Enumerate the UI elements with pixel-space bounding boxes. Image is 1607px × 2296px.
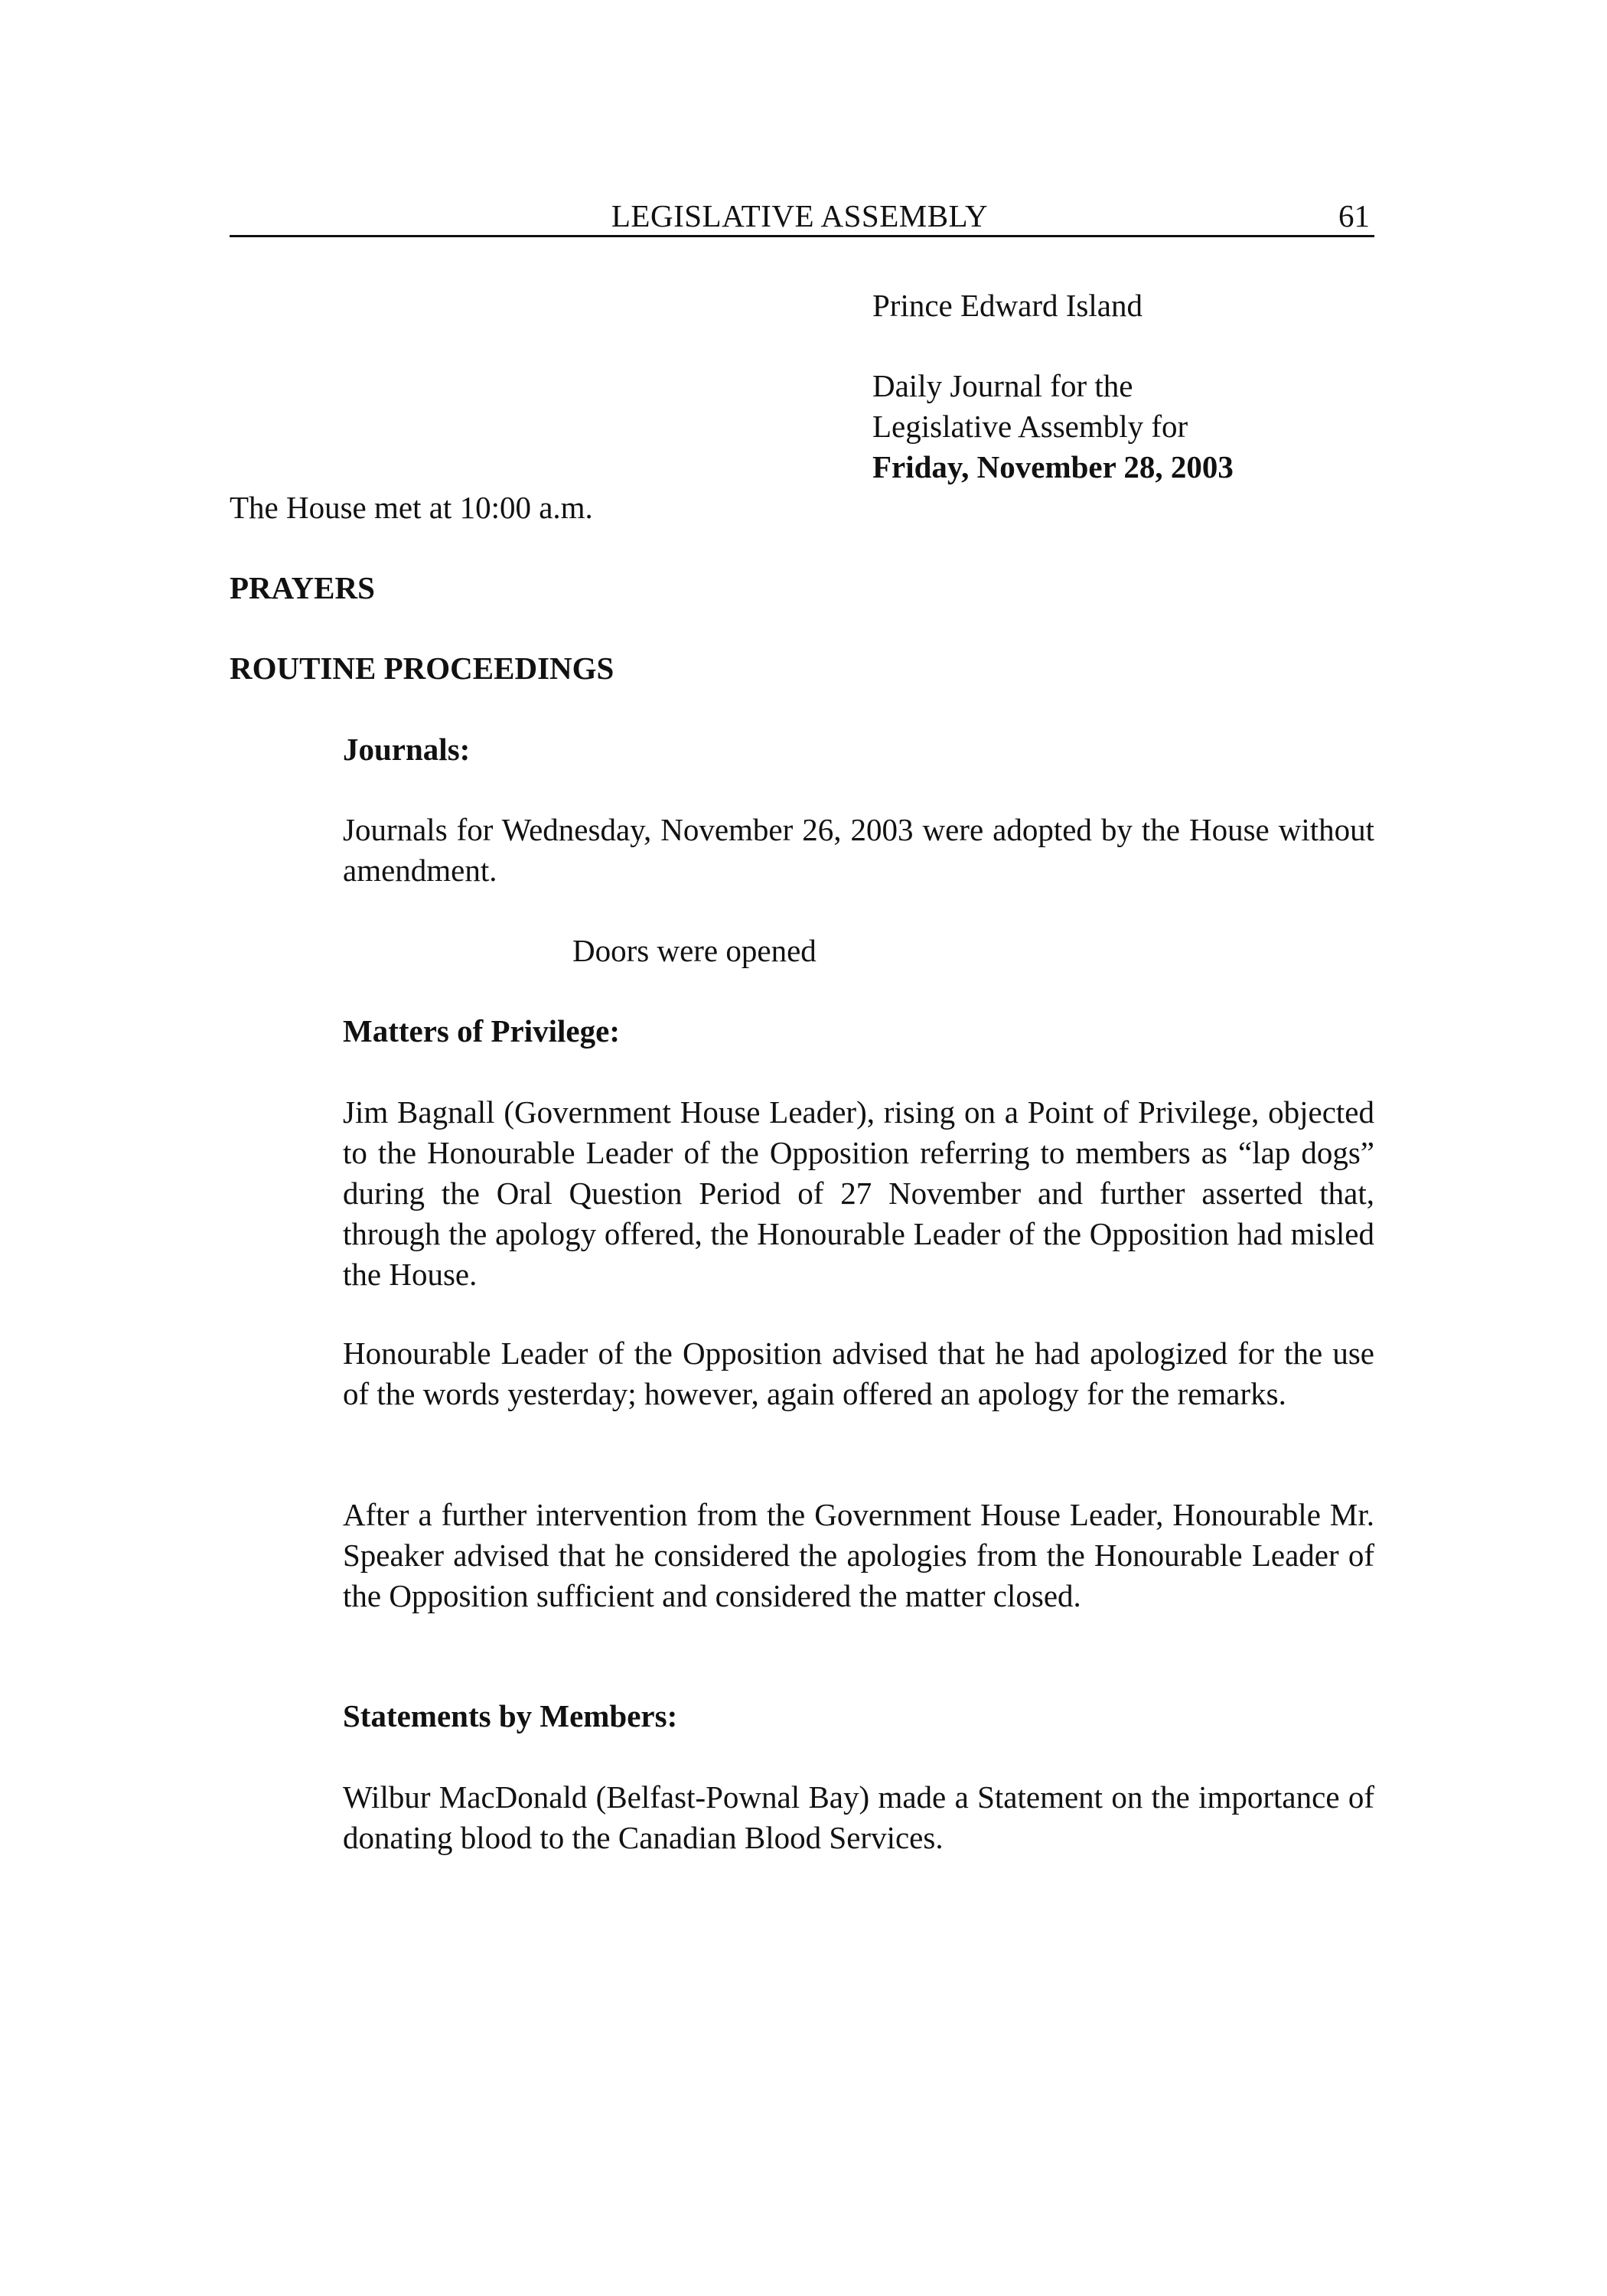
subheading-journals: Journals: (343, 732, 471, 767)
journals-paragraph: Journals for Wednesday, November 26, 2003 were adopted by the House without amendment. (343, 812, 1374, 888)
subheading-matters-of-privilege: Matters of Privilege: (343, 1013, 620, 1049)
doors-opened-note: Doors were opened (572, 933, 817, 968)
subheading-statements-by-members: Statements by Members: (343, 1698, 678, 1733)
opening-statement: The House met at 10:00 a.m. (230, 490, 593, 525)
header-rule (230, 235, 1374, 237)
section-heading-prayers: PRAYERS (230, 570, 375, 605)
privilege-paragraph-3: After a further intervention from the Government House Leader, Honourable Mr. Speaker advised that he considered the apologies from the Honourable Leader of the Opposition sufficient and considered the matter closed. (343, 1497, 1374, 1613)
statements-paragraph: Wilbur MacDonald (Belfast-Pownal Bay) made a Statement on the importance of donating blood to the Canadian Blood Services. (343, 1779, 1374, 1855)
province-name: Prince Edward Island (872, 288, 1143, 323)
page-number: 61 (1338, 198, 1370, 233)
privilege-paragraph-1: Jim Bagnall (Government House Leader), rising on a Point of Privilege, objected to the Honourable Leader of the Opposition referring to members as “lap dogs” during the Oral Question Period of 27 November and further asserted that, through the apology offered, the Honourable Leader of the Opposition had misled the House. (343, 1094, 1374, 1292)
privilege-paragraph-2: Honourable Leader of the Opposition advised that he had apologized for the use of the words yesterday; however, again offered an apology for the remarks. (343, 1336, 1374, 1411)
journal-date: Friday, November 28, 2003 (872, 449, 1234, 484)
journal-title-line1: Daily Journal for the (872, 368, 1133, 403)
running-header-title: LEGISLATIVE ASSEMBLY (611, 198, 989, 233)
section-heading-routine-proceedings: ROUTINE PROCEEDINGS (230, 651, 614, 686)
journal-title-line2: Legislative Assembly for (872, 409, 1188, 444)
